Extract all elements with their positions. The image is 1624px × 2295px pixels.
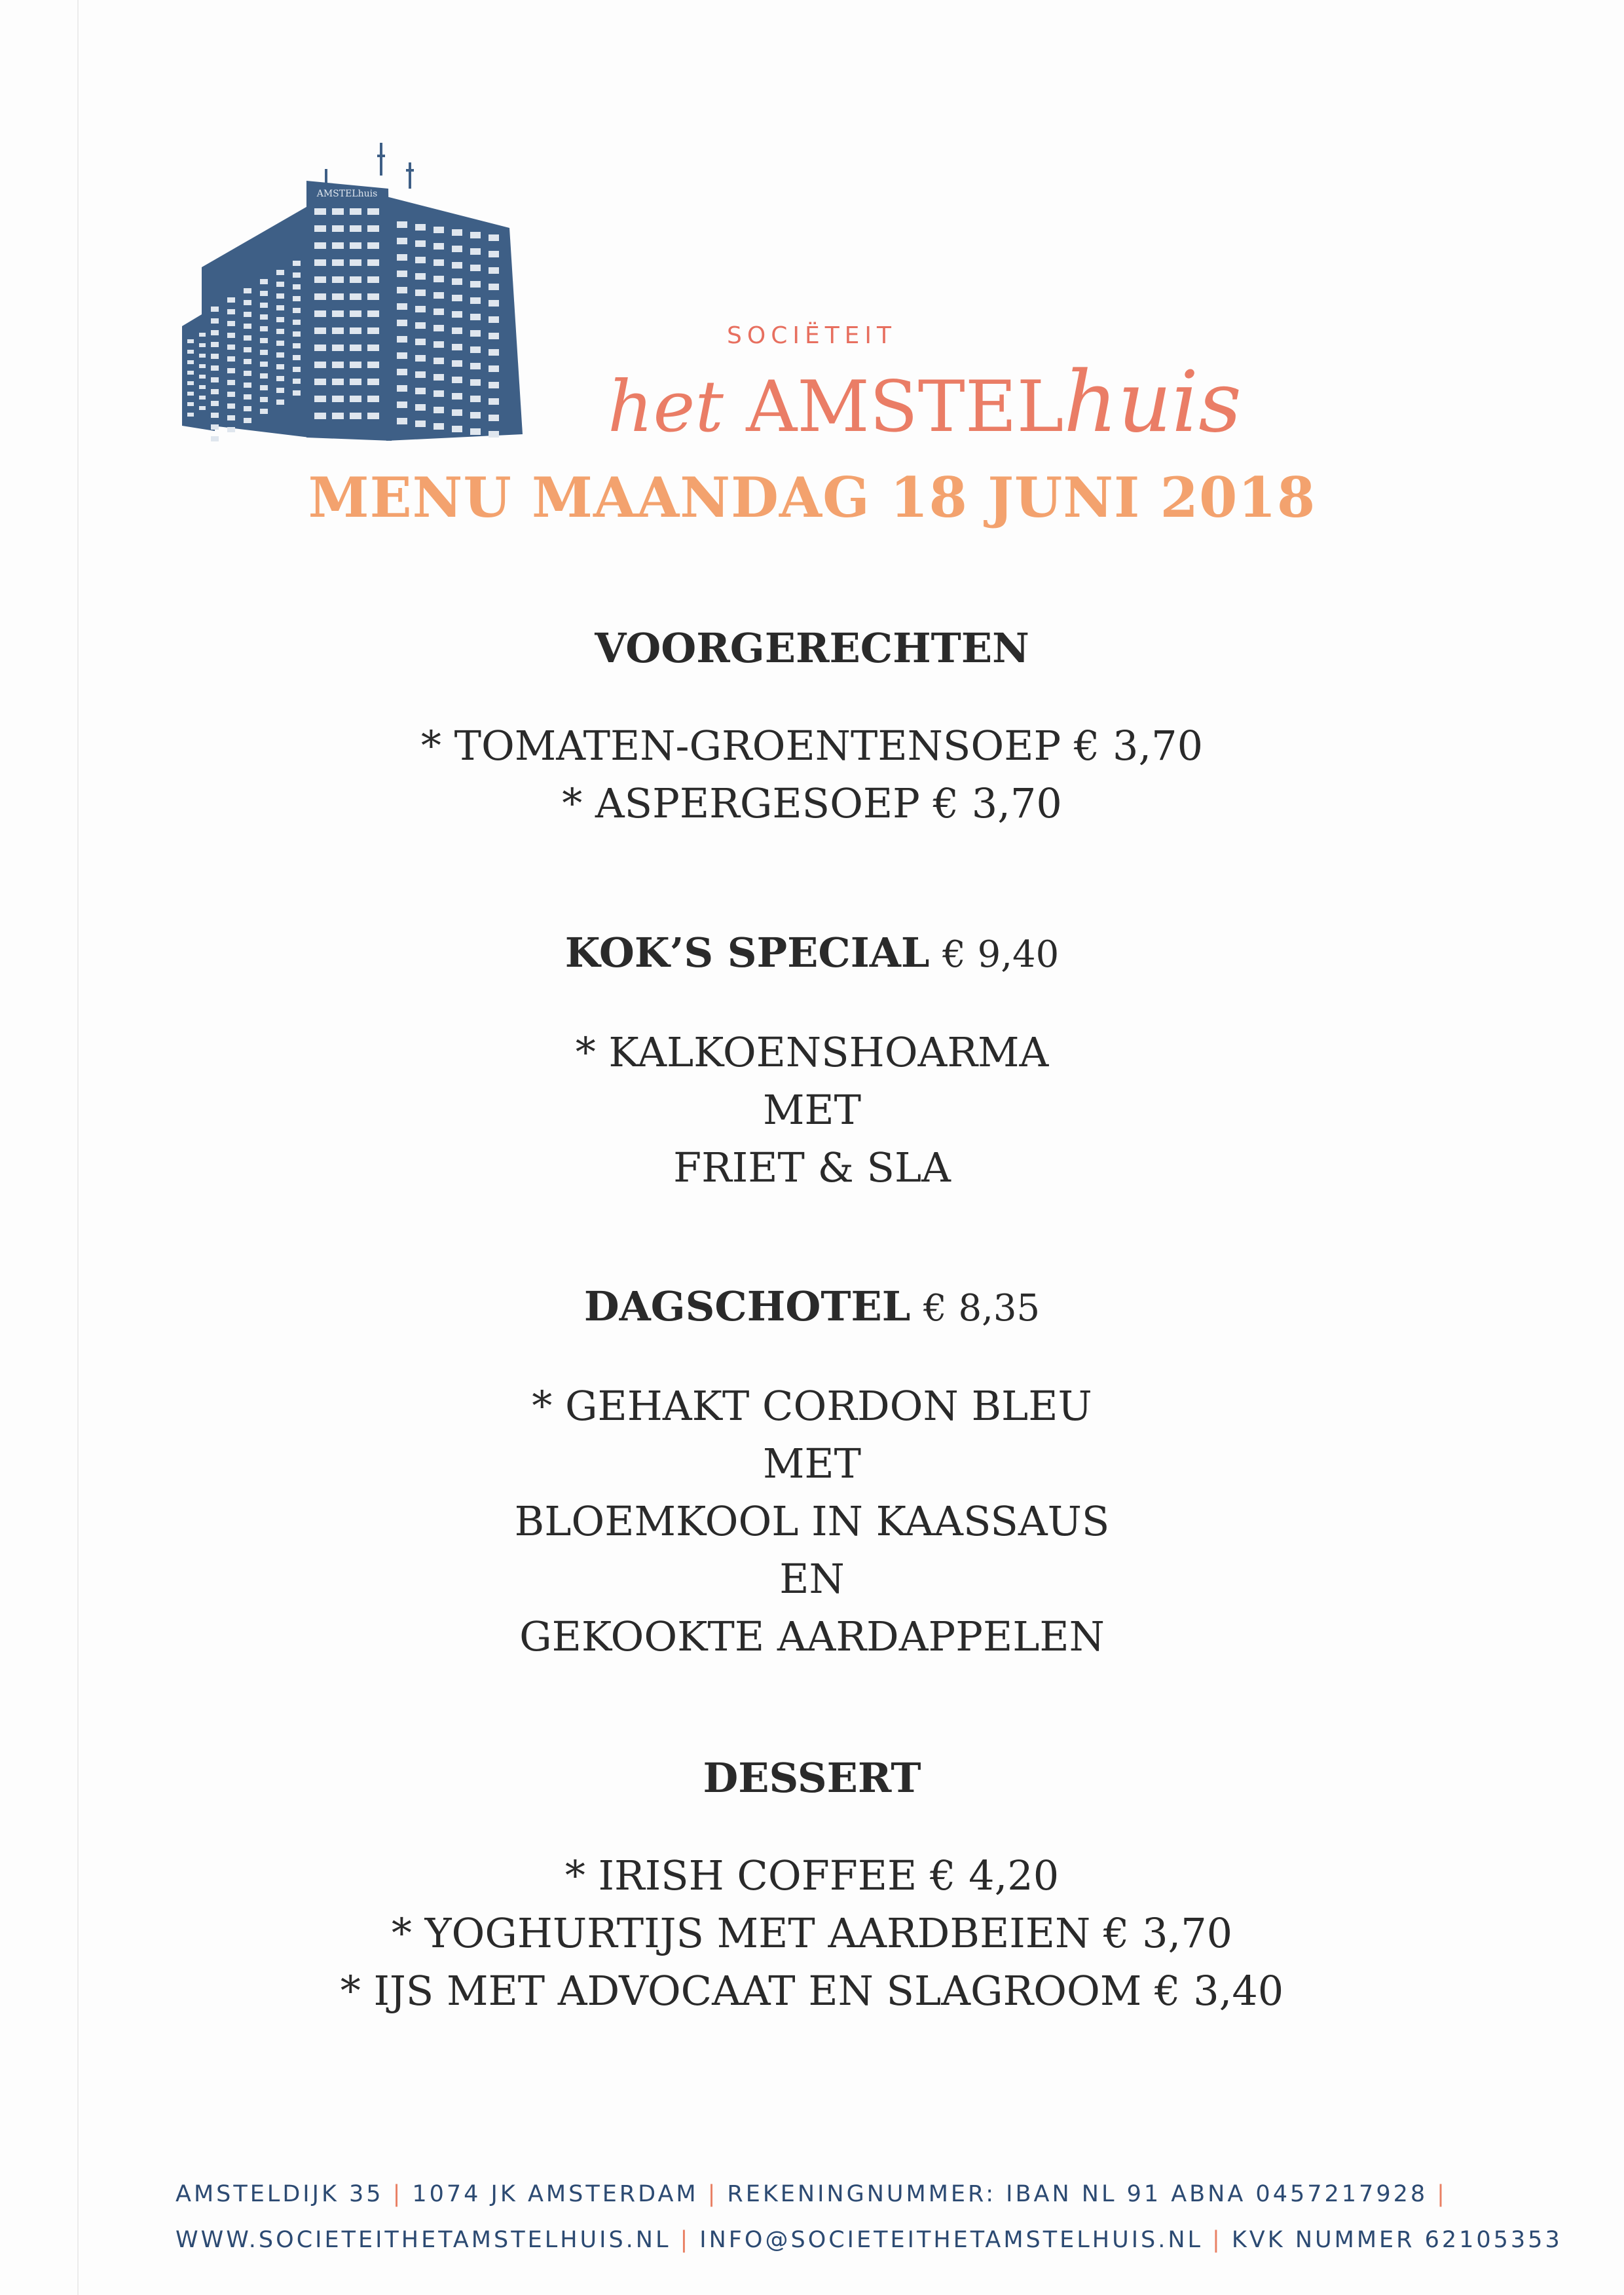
section-heading	[0, 1277, 1624, 1338]
footer-postcode: 1074 JK AMSTERDAM	[412, 2181, 699, 2207]
footer-line-1	[175, 2181, 1551, 2207]
footer-address: AMSTELDIJK 35	[175, 2181, 384, 2207]
menu-item: * GEHAKT CORDON BLEU	[532, 1382, 1092, 1430]
section-heading-text: DESSERT	[703, 1754, 921, 1802]
menu-title: MENU MAANDAG 18 JUNI 2018	[308, 465, 1316, 530]
section-voorgerechten	[0, 619, 1624, 832]
menu-item: EN	[779, 1555, 845, 1603]
section-heading-price: € 9,40	[942, 933, 1060, 976]
footer-separator: |	[392, 2181, 403, 2207]
footer-website-link[interactable]: WWW.SOCIETEITHETAMSTELHUIS.NL	[175, 2227, 671, 2253]
section-heading-text: VOORGERECHTEN	[595, 624, 1029, 672]
menu-item: BLOEMKOOL IN KAASSAUS	[514, 1497, 1110, 1545]
footer-separator: |	[1212, 2227, 1223, 2253]
brand-name-huis: huis	[1063, 354, 1242, 451]
section-heading-text: KOK’S SPECIAL	[564, 929, 930, 977]
building-logo-icon	[175, 143, 529, 444]
brand-societeit: SOCIËTEIT	[727, 322, 897, 349]
footer-kvk: KVK NUMMER 62105353	[1231, 2227, 1562, 2253]
brand-name-het: het	[608, 366, 724, 448]
footer-separator: |	[680, 2227, 691, 2253]
brand-name-amstel: AMSTEL	[746, 366, 1064, 448]
footer-separator: |	[1437, 2181, 1447, 2207]
section-heading-text: DAGSCHOTEL	[583, 1282, 911, 1330]
menu-item: * TOMATEN-GROENTENSOEP € 3,70	[420, 722, 1204, 770]
section-items	[0, 1024, 1624, 1197]
footer-iban: REKENINGNUMMER: IBAN NL 91 ABNA 0457217928	[727, 2181, 1428, 2207]
menu-item: MET	[762, 1086, 862, 1134]
menu-item: * YOGHURTIJS MET AARDBEIEN € 3,70	[391, 1909, 1233, 1957]
section-heading-price: € 8,35	[923, 1287, 1041, 1330]
section-dessert	[0, 1749, 1624, 2020]
building-sign-text: AMSTELhuis	[316, 189, 378, 199]
footer-email-link[interactable]: INFO@SOCIETEITHETAMSTELHUIS.NL	[699, 2227, 1204, 2253]
footer-separator: |	[707, 2181, 718, 2207]
brand-block	[589, 314, 1257, 458]
section-items	[0, 717, 1624, 832]
section-items	[0, 1847, 1624, 2020]
menu-item: * KALKOENSHOARMA	[575, 1028, 1049, 1076]
menu-item: * ASPERGESOEP € 3,70	[562, 779, 1062, 827]
section-dagschotel	[0, 1277, 1624, 1666]
menu-item: FRIET & SLA	[673, 1144, 951, 1191]
section-heading	[0, 924, 1624, 984]
section-koks-special	[0, 924, 1624, 1197]
menu-item: * IJS MET ADVOCAAT EN SLAGROOM € 3,40	[340, 1967, 1284, 2015]
brand-name	[608, 354, 1242, 451]
section-items	[0, 1377, 1624, 1666]
menu-item: * IRISH COFFEE € 4,20	[564, 1852, 1060, 1899]
menu-item: GEKOOKTE AARDAPPELEN	[519, 1613, 1105, 1660]
menu-item: MET	[762, 1440, 862, 1487]
footer-line-2	[175, 2227, 1562, 2253]
section-heading	[0, 1749, 1624, 1808]
section-heading	[0, 619, 1624, 678]
